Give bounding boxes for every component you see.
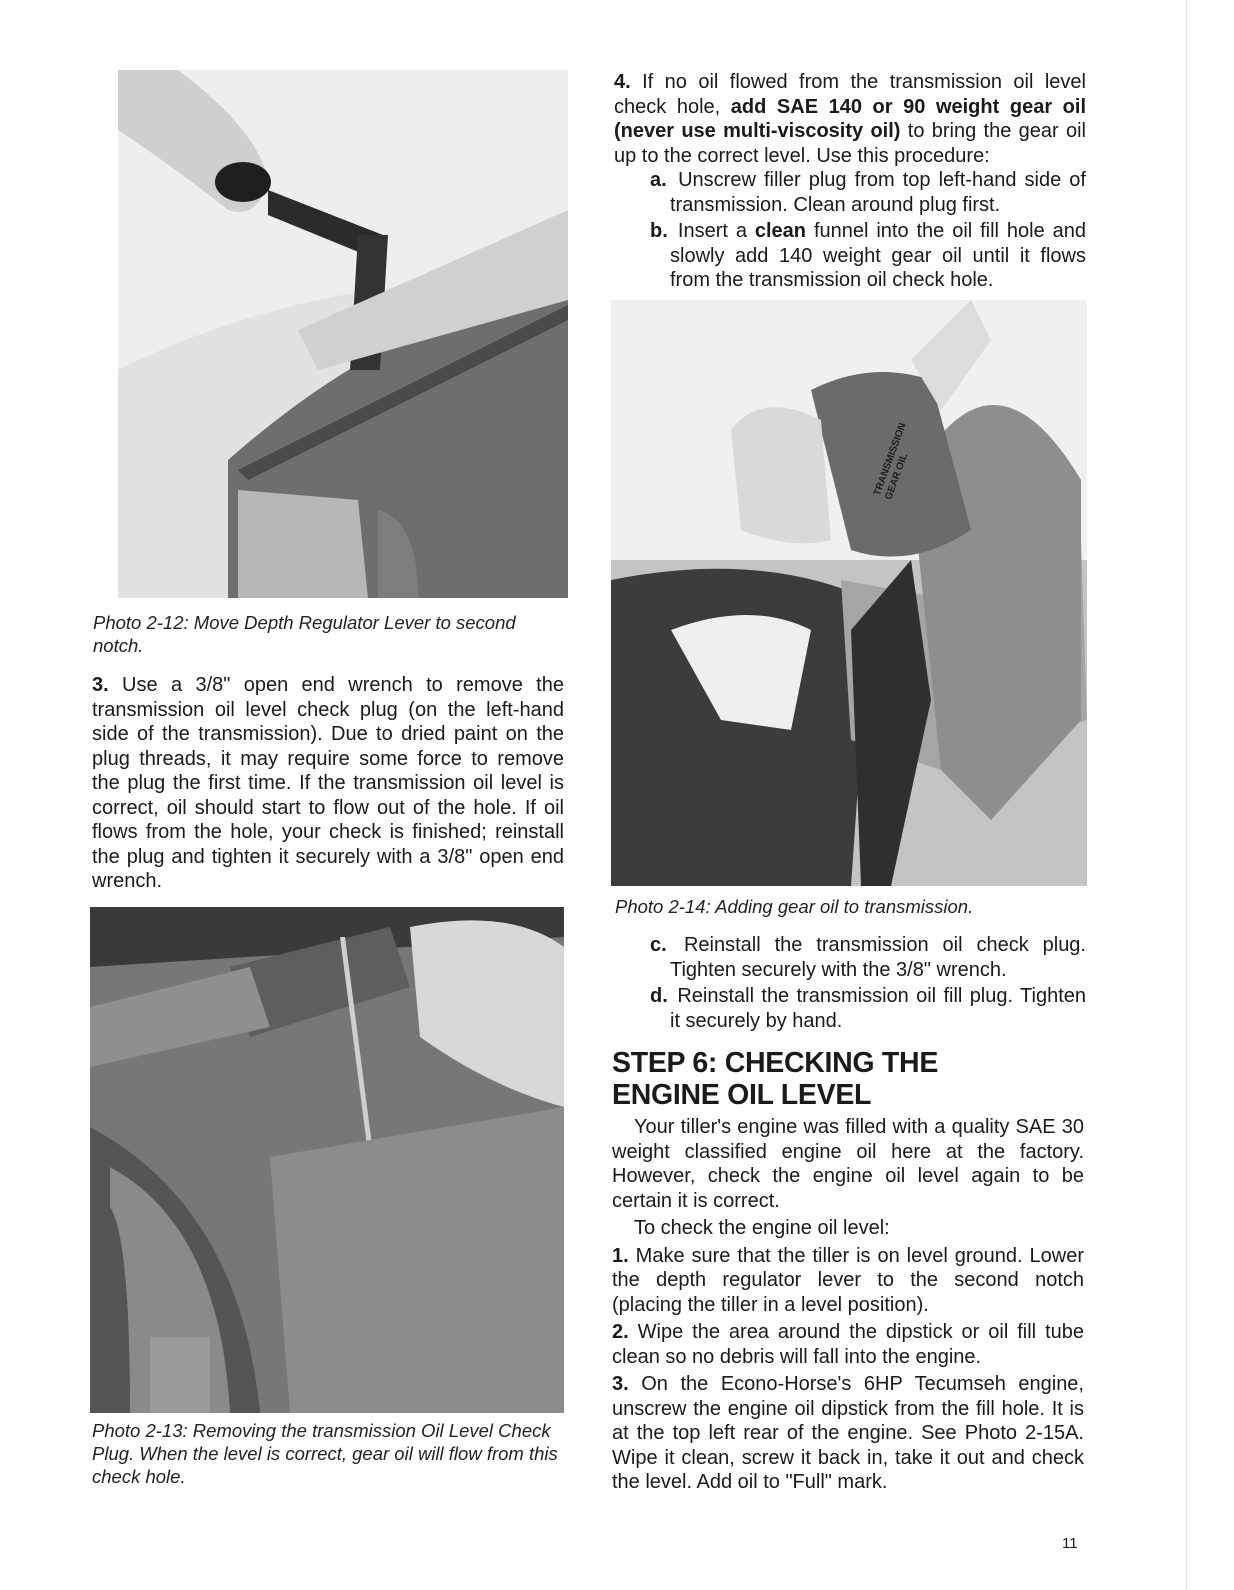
sub-a-number: a. xyxy=(650,169,667,191)
heading-line-1: STEP 6: CHECKING THE xyxy=(612,1047,939,1079)
engine-oil-intro: Your tiller's engine was filled with a quality SAE 30 weight classified engine oil here at the factory. However, check the engine oil level again to be certain it is correct. xyxy=(612,1116,1084,1212)
photo-2-14 xyxy=(611,300,1087,886)
sub-b-text-b: funnel into the oil fill hole and slowly add 140 weight gear oil until it flows from the transmission oil check hole. xyxy=(670,220,1086,291)
photo-2-13 xyxy=(90,907,564,1413)
page-edge-rule xyxy=(1186,0,1187,1590)
step-3-text: Use a 3/8" open end wrench to remove the transmission oil level check plug (on the left-hand side of the transmission). Due to dried paint on the plug threads, it may require some force to remove the plug the first time. If the transmission oil level is correct, oil should start to flow out of the hole. If oil flows from the hole, your check is finished; reinstall the plug and tighten it securely with a 3/8" open end wrench. xyxy=(92,674,564,892)
gear-oil-can-label: TRANSMISSION GEAR OIL xyxy=(872,421,911,502)
steps-c-d xyxy=(614,933,1086,1033)
engine-step-2-text: Wipe the area around the dipstick or oil fill tube clean so no debris will fall into the engine. xyxy=(612,1321,1085,1368)
step-4-text-b: to bring the gear oil up to the correct level. Use this procedure: xyxy=(614,120,1086,167)
engine-step-1-text: Make sure that the tiller is on level ground. Lower the depth regulator lever to the second notch (placing the tiller in a level position). xyxy=(612,1244,1085,1316)
step-4-bold: add SAE 140 or 90 weight gear oil (never use multi-viscosity oil) xyxy=(614,95,1087,142)
sub-c-text: Reinstall the transmission oil check plug. Tighten securely with the 3/8" wrench. xyxy=(670,934,1086,981)
engine-step-2-number: 2. xyxy=(612,1321,629,1343)
page-number: 11 xyxy=(1062,1535,1078,1552)
photo-2-12-caption: Photo 2-12: Move Depth Regulator Lever to second notch. xyxy=(93,612,516,656)
engine-step-1-number: 1. xyxy=(612,1244,629,1267)
step-4-paragraph xyxy=(614,70,1086,293)
engine-step-3-text: On the Econo-Horse's 6HP Tecumseh engine, unscrew the engine oil dipstick from the fill hole. It is at the top left rear of the engine. See Photo 2-15A. Wipe it clean, screw it back in, take it out and check the level. Add oil to "Full" mark. xyxy=(612,1373,1084,1493)
engine-oil-section xyxy=(612,1115,1084,1495)
sub-b-bold: clean xyxy=(754,220,807,242)
sub-b-text-a: Insert a xyxy=(677,220,747,242)
step-3-number: 3. xyxy=(92,674,109,696)
sub-a-text: Unscrew filler plug from top left-hand side of transmission. Clean around plug first. xyxy=(670,169,1086,216)
heading-line-2: ENGINE OIL LEVEL xyxy=(612,1079,872,1111)
engine-step-3-number: 3. xyxy=(612,1373,629,1395)
photo-2-12 xyxy=(118,70,568,598)
step-4-number: 4. xyxy=(614,71,631,93)
photo-2-14-caption: Photo 2-14: Adding gear oil to transmission. xyxy=(615,896,974,917)
sub-d-number: d. xyxy=(650,985,668,1007)
step-3-paragraph xyxy=(92,673,564,894)
sub-c-number: c. xyxy=(650,934,667,956)
engine-oil-intro-2: To check the engine oil level: xyxy=(634,1217,890,1239)
sub-d-text: Reinstall the transmission oil fill plug. Tighten it securely by hand. xyxy=(670,985,1086,1032)
step-4-text-a: If no oil flowed from the transmission oil level check hole, xyxy=(614,71,1086,118)
sub-b-number: b. xyxy=(650,220,668,242)
step-6-heading xyxy=(612,1047,1084,1111)
photo-2-13-caption: Photo 2-13: Removing the transmission Oil Level Check Plug. When the level is correct, gear oil will flow from this check hole. xyxy=(92,1420,558,1487)
